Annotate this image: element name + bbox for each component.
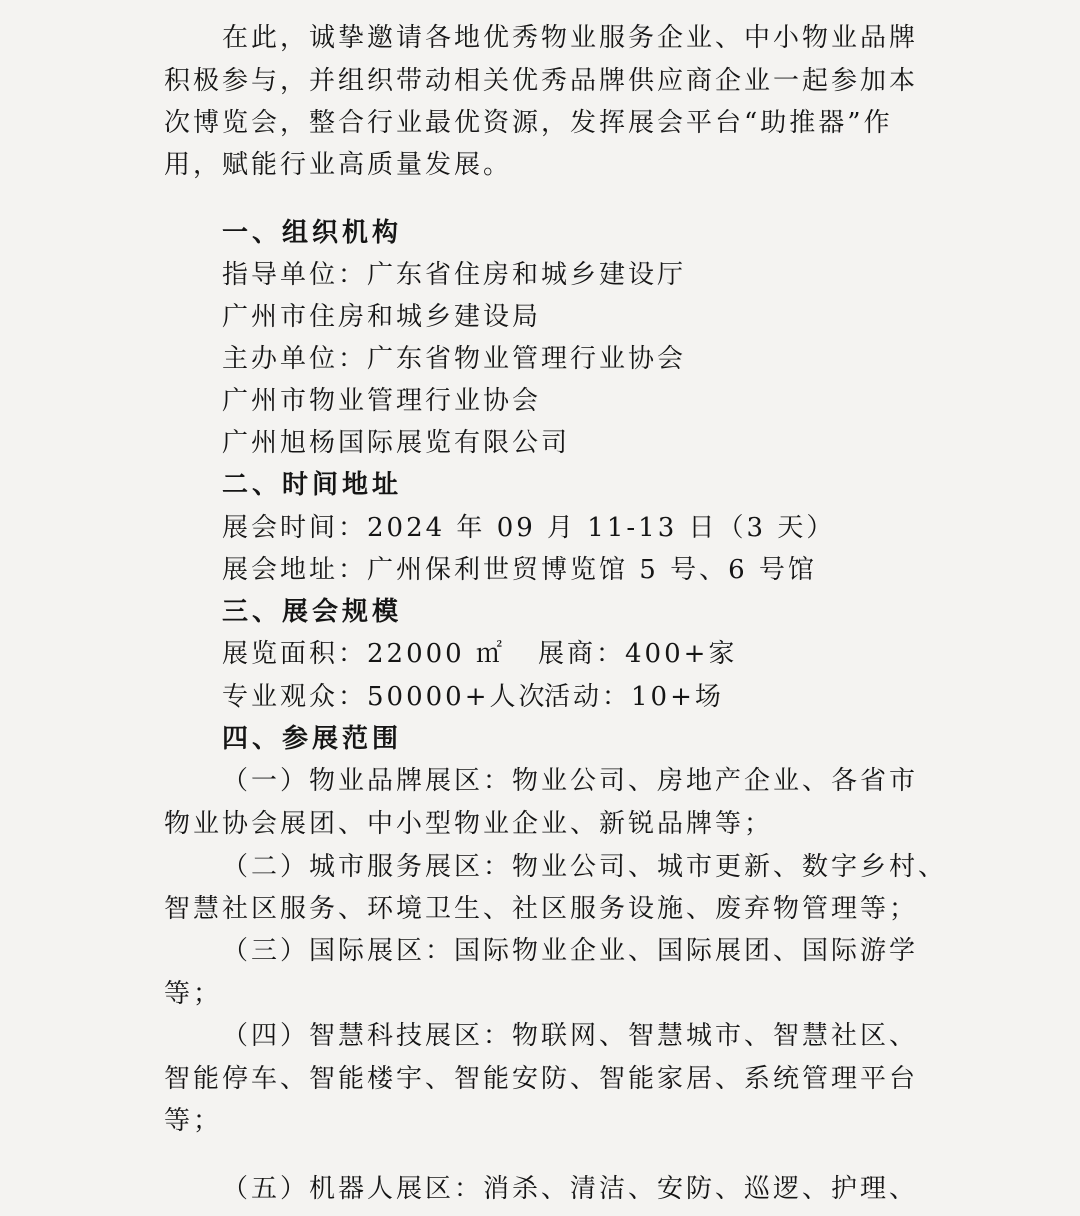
section-heading-time-address: 二、时间地址 [222, 470, 403, 500]
organizer-line-3: 广州旭杨国际展览有限公司 [222, 428, 571, 458]
organizer-line-2: 广州市物业管理行业协会 [222, 386, 542, 416]
intro-line-2: 积极参与，并组织带动相关优秀品牌供应商企业一起参加本 [164, 66, 919, 96]
exhibition-address: 展会地址：广州保利世贸博览馆 5 号、6 号馆 [222, 555, 817, 585]
guidance-unit-line-2: 广州市住房和城乡建设局 [222, 302, 542, 332]
scope-line: 等； [164, 1106, 223, 1136]
exhibition-area: 展览面积：22000 ㎡ [222, 639, 505, 669]
intro-line-4: 用，赋能行业高质量发展。 [164, 150, 513, 180]
visitor-count: 专业观众：50000+人次 [222, 682, 548, 712]
section-heading-scale: 三、展会规模 [222, 597, 403, 627]
scope-line: （一）物业品牌展区：物业公司、房地产企业、各省市 [222, 766, 919, 796]
section-heading-organization: 一、组织机构 [222, 218, 403, 248]
scope-line: （三）国际展区：国际物业企业、国际展团、国际游学 [222, 936, 919, 966]
guidance-unit-line: 指导单位：广东省住房和城乡建设厅 [222, 260, 687, 290]
organizer-line: 主办单位：广东省物业管理行业协会 [222, 344, 687, 374]
scope-line: 等； [164, 979, 223, 1009]
intro-line-3: 次博览会，整合行业最优资源，发挥展会平台“助推器”作 [164, 108, 893, 138]
scope-line: （二）城市服务展区：物业公司、城市更新、数字乡村、 [222, 852, 948, 882]
scope-line: （五）机器人展区：消杀、清洁、安防、巡逻、护理、 [222, 1174, 919, 1204]
exhibition-time: 展会时间：2024 年 09 月 11-13 日（3 天） [222, 513, 836, 543]
scope-line: （四）智慧科技展区：物联网、智慧城市、智慧社区、 [222, 1021, 919, 1051]
scope-line: 智能停车、智能楼宇、智能安防、智能家居、系统管理平台 [164, 1064, 919, 1094]
scope-line: 物业协会展团、中小型物业企业、新锐品牌等； [164, 809, 774, 839]
exhibitor-count: 展商：400+家 [538, 639, 738, 669]
intro-line-1: 在此，诚挚邀请各地优秀物业服务企业、中小物业品牌 [222, 23, 919, 53]
section-heading-scope: 四、参展范围 [222, 724, 403, 754]
scope-line: 智慧社区服务、环境卫生、社区服务设施、废弃物管理等； [164, 894, 919, 924]
event-count: 活动：10+场 [544, 682, 724, 712]
